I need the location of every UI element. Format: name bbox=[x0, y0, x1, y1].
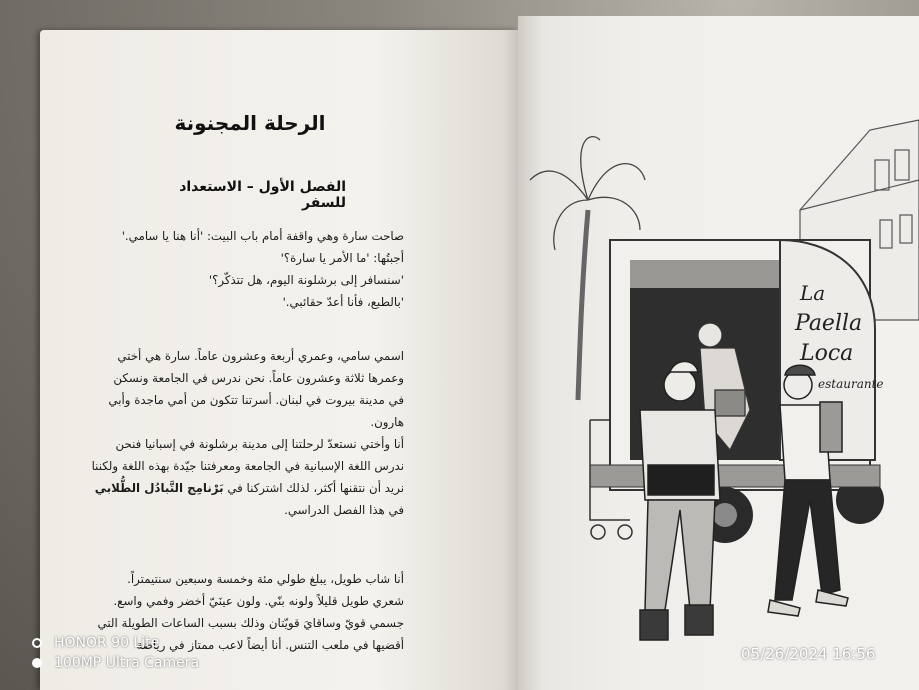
moving-truck-illustration bbox=[530, 120, 919, 650]
truck-sign-line: Loca bbox=[800, 341, 854, 366]
paragraph-line-text: نريد أن نتقنها أكثر، لذلك اشتركنا في bbox=[227, 481, 404, 495]
truck-sign-line: La bbox=[800, 281, 826, 305]
chapter-title: الفصل الأول – الاستعداد للسفر bbox=[179, 179, 346, 211]
paragraph-line bbox=[94, 477, 404, 499]
paragraph-line: جسمي قويّ وساقايَ قويّتان وذلك بسبب الساعات الطويلة التي bbox=[97, 616, 404, 630]
paragraph-line: في هذا الفصل الدراسي. bbox=[284, 503, 404, 517]
photo-timestamp: 05/26/2024 16:56 bbox=[741, 645, 876, 663]
paragraph-line: وعمرها ثلاثة وعشرون عاماً. نحن ندرس في الجامعة ونسكن bbox=[113, 371, 404, 385]
paragraph-line: هارون. bbox=[370, 415, 404, 429]
dialogue-line: أجبتُها: 'ما الأمر يا سارة؟' bbox=[280, 251, 404, 265]
camera-watermark bbox=[32, 633, 199, 673]
paragraph-line: أنا وأختي نستعدّ لرحلتنا إلى مدينة برشلونة في إسبانيا فنحن bbox=[115, 437, 404, 451]
dialogue-line: 'بالطبع، فأنا أعدّ حقائبي.' bbox=[282, 295, 404, 309]
dialogue-line: صاحت سارة وهي واقفة أمام باب البيت: 'أنا هنا يا سامي.' bbox=[121, 229, 404, 243]
filled-dot-icon bbox=[32, 658, 42, 668]
paragraph-intro bbox=[91, 345, 404, 521]
dialogue-line: 'سنسافر إلى برشلونة اليوم، هل تتذكّر؟' bbox=[208, 273, 404, 287]
paragraph-line: شعري طويل قليلاً ولونه بنّي. ولون عينَيّ أخضر وفمي واسع. bbox=[113, 594, 404, 608]
paragraph-line: اسمي سامي، وعمري أربعة وعشرون عاماً. سارة هي أختي bbox=[117, 349, 404, 363]
dialogue-block bbox=[121, 225, 404, 313]
truck-sign-line: estaurante bbox=[818, 377, 884, 391]
watermark-model-row bbox=[32, 633, 199, 653]
truck-sign-line: Paella bbox=[795, 311, 863, 336]
camera-model: HONOR 90 Lite bbox=[54, 635, 160, 651]
watermark-camera-row bbox=[32, 653, 199, 673]
ring-dot-icon bbox=[32, 638, 42, 648]
book-title: الرحلة المجنونة bbox=[174, 111, 326, 135]
program-name: بَرْنامِج التَّبادُل الطُّلابي bbox=[94, 481, 224, 495]
camera-spec: 100MP Ultra Camera bbox=[54, 655, 200, 671]
paragraph-line: في مدينة بيروت في لبنان. أسرتنا تتكون من أمي ماجدة وأبي bbox=[108, 393, 404, 407]
paragraph-line: ندرس اللغة الإسبانية في الجامعة ومعرفتنا جيّدة بهذه اللغة ولكننا bbox=[91, 459, 404, 473]
paragraph-line: أنا شاب طويل، يبلغ طولي مئة وخمسة وسبعين سنتيمتراً. bbox=[127, 572, 404, 586]
paragraph-line: أقضيها في ملعب التنس. أنا أيضاً لاعب ممتاز في رياضة bbox=[136, 638, 404, 652]
